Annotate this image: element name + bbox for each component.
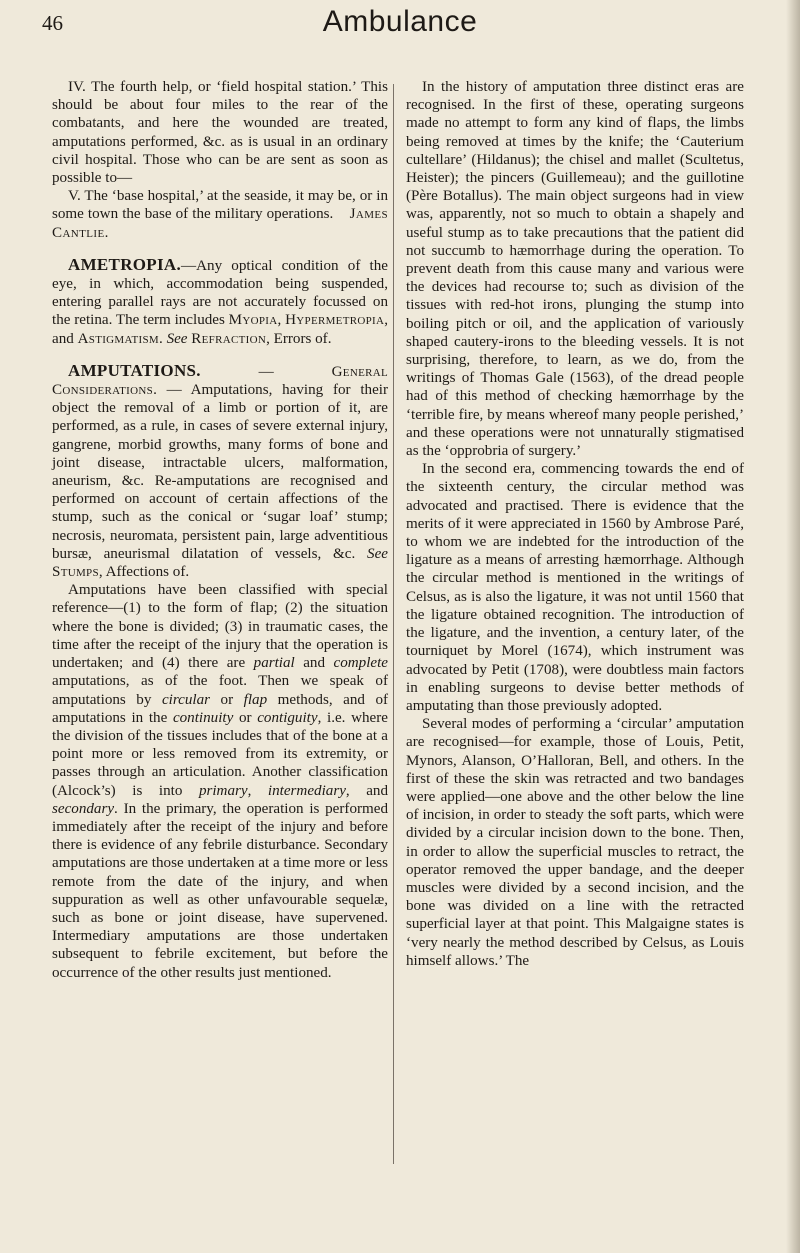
amputations-text-a: . — Amputations, having for their object the removal of a limb or portion of it, are performed, as a rule, in cases of severe external injury, gangrene, morbid growths, many forms of bone and joint disease, intractable ulcers, malformation, aneurism, &c. Re-amputations are recognised and performed on account of certain affections of the stump, such as the conical or ‘sugar loaf’ stump; necrosis, neuromata, persistent pain, large adventitious bursæ, aneurismal dilatation of vessels, &c. bbox=[52, 382, 388, 562]
cross-ref-hypermetropia: Hypermetropia bbox=[285, 312, 385, 329]
paragraph-classification bbox=[52, 581, 388, 981]
author-signature: James Cantlie. bbox=[52, 206, 389, 241]
page-edge-shadow bbox=[786, 0, 800, 1253]
left-column bbox=[52, 78, 388, 982]
classification-text-c: methods, and of amputations in the bbox=[52, 691, 389, 726]
separator: . bbox=[159, 330, 167, 347]
term-continuity: continuity bbox=[172, 709, 234, 726]
running-title: Ambulance bbox=[322, 5, 478, 38]
separator: or bbox=[210, 691, 244, 708]
term-complete: complete bbox=[333, 655, 388, 672]
cross-ref-stumps: Stumps bbox=[52, 564, 99, 581]
term-flap: flap bbox=[243, 691, 268, 708]
ametropia-text-a: —Any optical condition of the eye, in which, accommodation being suspended, entering parallel rays are not accurately focussed on the retina. The term includes bbox=[52, 257, 388, 329]
separator: and bbox=[294, 655, 334, 672]
term-secondary: secondary bbox=[52, 800, 115, 817]
entry-ametropia bbox=[52, 256, 388, 348]
term-intermediary: intermediary bbox=[267, 782, 346, 799]
separator: , and bbox=[345, 782, 389, 799]
classification-text-d: , i.e. where the division of the tissues includes that of the bone at a point more or less removed from its extremity, or passes through an articulation. Another classification (Alcock’s) is into bbox=[52, 709, 388, 799]
separator: — bbox=[200, 363, 332, 380]
separator: or bbox=[233, 709, 258, 726]
separator: , bbox=[247, 782, 268, 799]
term-contiguity: contiguity bbox=[257, 709, 318, 726]
entry-head-amputations: AMPUTATIONS. bbox=[68, 360, 201, 380]
see-marker: See bbox=[166, 330, 188, 347]
entry-head-ametropia: AMETROPIA. bbox=[68, 254, 182, 274]
separator: , bbox=[277, 312, 286, 329]
right-column bbox=[406, 78, 744, 970]
term-partial: partial bbox=[253, 655, 295, 672]
classification-text-b: amputations, as of the foot. Then we speak of amputations by bbox=[52, 673, 388, 708]
paragraph-history-first-era: In the history of amputation three distinct eras are recognised. In the first of these, operating surgeons made no attempt to form any kind of flaps, the limbs being removed at times by the knife; the ‘Cauterium cultellare’ (Hildanus); the chisel and mallet (Scultetus, Heister); the pincers (Guillemeau); and the guillotine (Père Botallus). The main object surgeons had in view was, apparently, not so much to obtain a shapely and useful stump as to take precautions that the patient did not succumb to hæmorrhage during the operation. To prevent death from this cause many and various were the devices had recourse to; such as division of the tissues with red-hot irons, plunging the stump into boiling pitch or oil, and the application of variously shaped cautery-irons to the bleeding vessels. It is not surprising, therefore, to learn, as we do, from the writings of Thomas Gale (1563), of the dread people had of this method of checking hæmorrhage by the ‘terrible fire, by means whereof many people perished,’ and these operations were not unnaturally stigmatised as the ‘opprobria of surgery.’ bbox=[406, 79, 744, 460]
paragraph-history-second-era: In the second era, commencing towards the end of the sixteenth century, the circular method was advocated and practised. There is evidence that the merits of it were appreciated in 1560 by Ambrose Paré, to whom we are indebted for the introduction of the ligature as a means of arresting hæmorrhage. Although the circular method is mentioned in the writings of Celsus, as is also the ligature, it was not until 1560 that the ligature obtained recognition. The introduction of the ligature, and the invention, a century later, of the tourniquet by Morel (1674), which instrument was advocated by Petit (1708), were doubtless main factors in enabling surgeons to devise better methods of amputating than those previously adopted. bbox=[406, 461, 744, 714]
paragraph-circular-amputation: Several modes of performing a ‘circular’ amputation are recognised—for example, those of Louis, Petit, Mynors, Alanson, O’Halloran, Bell, and others. In the first of these the skin was retracted and two bandages were applied—one above and the other below the line of incision, in order to steady the soft parts, which were divided by a circular incision down to the bone. Then, in order to allow the superficial muscles to retract, the operator removed the upper bandage, and the deeper muscles were divided by a second incision, and the bone was divided on a line with the retracted superficial layer at that point. This Malgaigne states is ‘very nearly the method described by Celsus, as Louis himself allows.’ The bbox=[406, 716, 744, 969]
cross-ref-astigmatism: Astigmatism bbox=[77, 330, 160, 347]
classification-text-e: . In the primary, the operation is performed immediately after the receipt of the injury and before there is evidence of any febrile disturbance. Secondary amputations are those undertaken at a time more or less remote from the date of the injury, and when suppuration as well as other unfavourable sequelæ, such as bone or joint disease, have supervened. Intermediary amputations are those undertaken subsequent to febrile excitement, but before the occurrence of the other results just mentioned. bbox=[52, 800, 388, 981]
paragraph-field-hospital: IV. The fourth help, or ‘field hospital station.’ This should be about four miles to the rear of the combatants, and here the wounded are treated, amputations performed, &c. as is usual in an ordinary civil hospital. Those who can be are sent as soon as possible to— bbox=[52, 79, 388, 187]
base-hospital-text: V. The ‘base hospital,’ at the seaside, it may be, or in some town the base of the military operations. bbox=[52, 188, 388, 223]
classification-text-a: Amputations have been classified with special reference—(1) to the form of flap; (2) the situation where the bone is divided; (3) in traumatic cases, the time after the receipt of the injury that the operation is undertaken; and (4) there are bbox=[52, 582, 388, 672]
cross-ref-refraction: Refraction bbox=[191, 330, 267, 347]
amputations-text-b: , Affections of. bbox=[98, 564, 190, 581]
ametropia-text-b: , Errors of. bbox=[266, 330, 332, 347]
term-circular: circular bbox=[161, 691, 211, 708]
separator: , and bbox=[52, 312, 389, 347]
subhead-general-considerations: General Considerations bbox=[52, 363, 388, 399]
entry-amputations bbox=[52, 362, 388, 581]
column-rule bbox=[393, 84, 394, 1164]
paragraph-base-hospital bbox=[52, 187, 388, 242]
see-marker: See bbox=[367, 545, 388, 562]
cross-ref-myopia: Myopia bbox=[228, 312, 278, 329]
term-primary: primary bbox=[198, 782, 248, 799]
page-number: 46 bbox=[42, 11, 63, 35]
